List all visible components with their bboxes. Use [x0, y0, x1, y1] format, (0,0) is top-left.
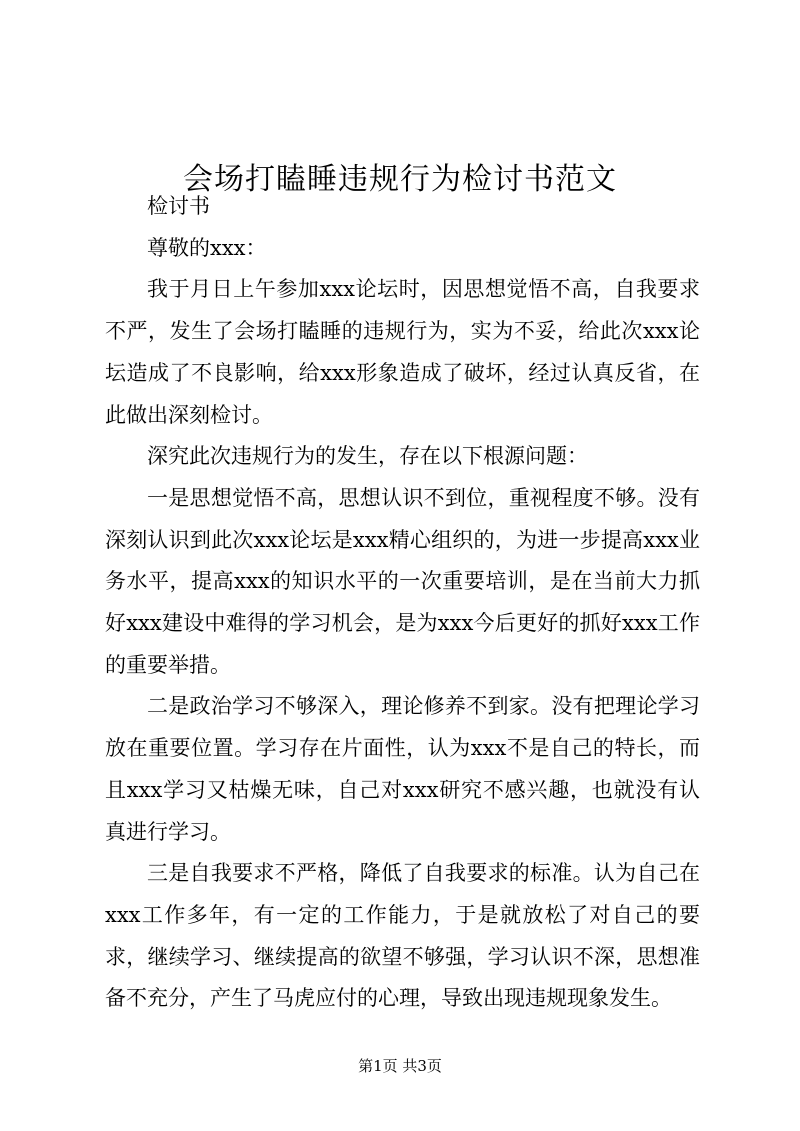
paragraph-intro: 我于月日上午参加xxx论坛时，因思想觉悟不高，自我要求不严，发生了会场打瞌睡的违规行为，实为不妥，给此次xxx论坛造成了不良影响，给xxx形象造成了破坏，经过认真反省，在此做出深刻检讨。: [105, 277, 700, 427]
paragraph-heading: 检讨书: [147, 194, 210, 218]
paragraph-salutation: 尊敬的xxx：: [147, 235, 267, 260]
paragraph-cause-3: 三是自我要求不严格，降低了自我要求的标准。认为自己在xxx工作多年，有一定的工作能力，于是就放松了对自己的要求，继续学习、继续提高的欲望不够强，学习认识不深，思想准备不充分，产生了马虎应付的心理，导致出现违规现象发生。: [105, 861, 700, 1011]
document-body: [105, 186, 700, 1020]
paragraph-causes-intro: 深究此次违规行为的发生，存在以下根源问题：: [147, 444, 588, 469]
paragraph-cause-1: 一是思想觉悟不高，思想认识不到位，重视程度不够。没有深刻认识到此次xxx论坛是xxx精心组织的，为进一步提高xxx业务水平，提高xxx的知识水平的一次重要培训，是在当前大力抓好xxx建设中难得的学习机会，是为xxx今后更好的抓好xxx工作的重要举措。: [105, 485, 700, 677]
document-title: 会场打瞌睡违规行为检讨书范文: [183, 162, 617, 198]
page-footer: 第1页 共3页: [358, 1057, 442, 1075]
paragraph-cause-2: 二是政治学习不够深入，理论修养不到家。没有把理论学习放在重要位置。学习存在片面性，认为xxx不是自己的特长，而且xxx学习又枯燥无味，自己对xxx研究不感兴趣，也就没有认真进行学习。: [105, 694, 700, 844]
